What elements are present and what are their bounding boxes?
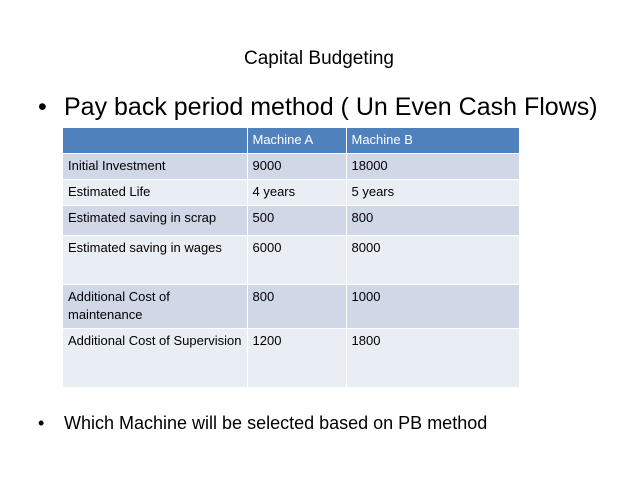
slide-title: Capital Budgeting xyxy=(244,48,394,69)
bullet-text-question: Which Machine will be selected based on PB method xyxy=(64,413,488,433)
table-row xyxy=(63,206,519,236)
bullet-marker: • xyxy=(38,93,47,121)
table-row xyxy=(63,285,519,329)
row-label: Additional Cost of Supervision xyxy=(63,329,247,388)
bullet-marker: • xyxy=(38,413,45,433)
machine-a-value: 1200 xyxy=(247,329,346,388)
table-row xyxy=(63,180,519,206)
table-row xyxy=(63,329,519,388)
table-header-row xyxy=(63,128,519,154)
machine-b-value: 5 years xyxy=(346,180,519,206)
machine-b-value: 8000 xyxy=(346,236,519,285)
machine-a-value: 4 years xyxy=(247,180,346,206)
machine-b-value: 1800 xyxy=(346,329,519,388)
header-cell-machine-a: Machine A xyxy=(247,128,346,154)
table-row xyxy=(63,154,519,180)
machine-a-value: 6000 xyxy=(247,236,346,285)
header-cell-machine-b: Machine B xyxy=(346,128,519,154)
row-label: Estimated saving in wages xyxy=(63,236,247,285)
row-label: Estimated saving in scrap xyxy=(63,206,247,236)
machine-a-value: 500 xyxy=(247,206,346,236)
row-label: Initial Investment xyxy=(63,154,247,180)
machine-a-value: 800 xyxy=(247,285,346,329)
row-label: Estimated Life xyxy=(63,180,247,206)
header-cell-empty xyxy=(63,128,247,154)
machine-b-value: 18000 xyxy=(346,154,519,180)
row-label: Additional Cost of maintenance xyxy=(63,285,247,329)
machine-b-value: 800 xyxy=(346,206,519,236)
machine-comparison-table xyxy=(63,128,520,388)
machine-a-value: 9000 xyxy=(247,154,346,180)
bullet-text-payback: Pay back period method ( Un Even Cash Flows) xyxy=(64,93,598,121)
bullet-item-payback xyxy=(38,90,598,124)
table-row xyxy=(63,236,519,285)
bullet-item-question xyxy=(38,411,487,435)
machine-b-value: 1000 xyxy=(346,285,519,329)
